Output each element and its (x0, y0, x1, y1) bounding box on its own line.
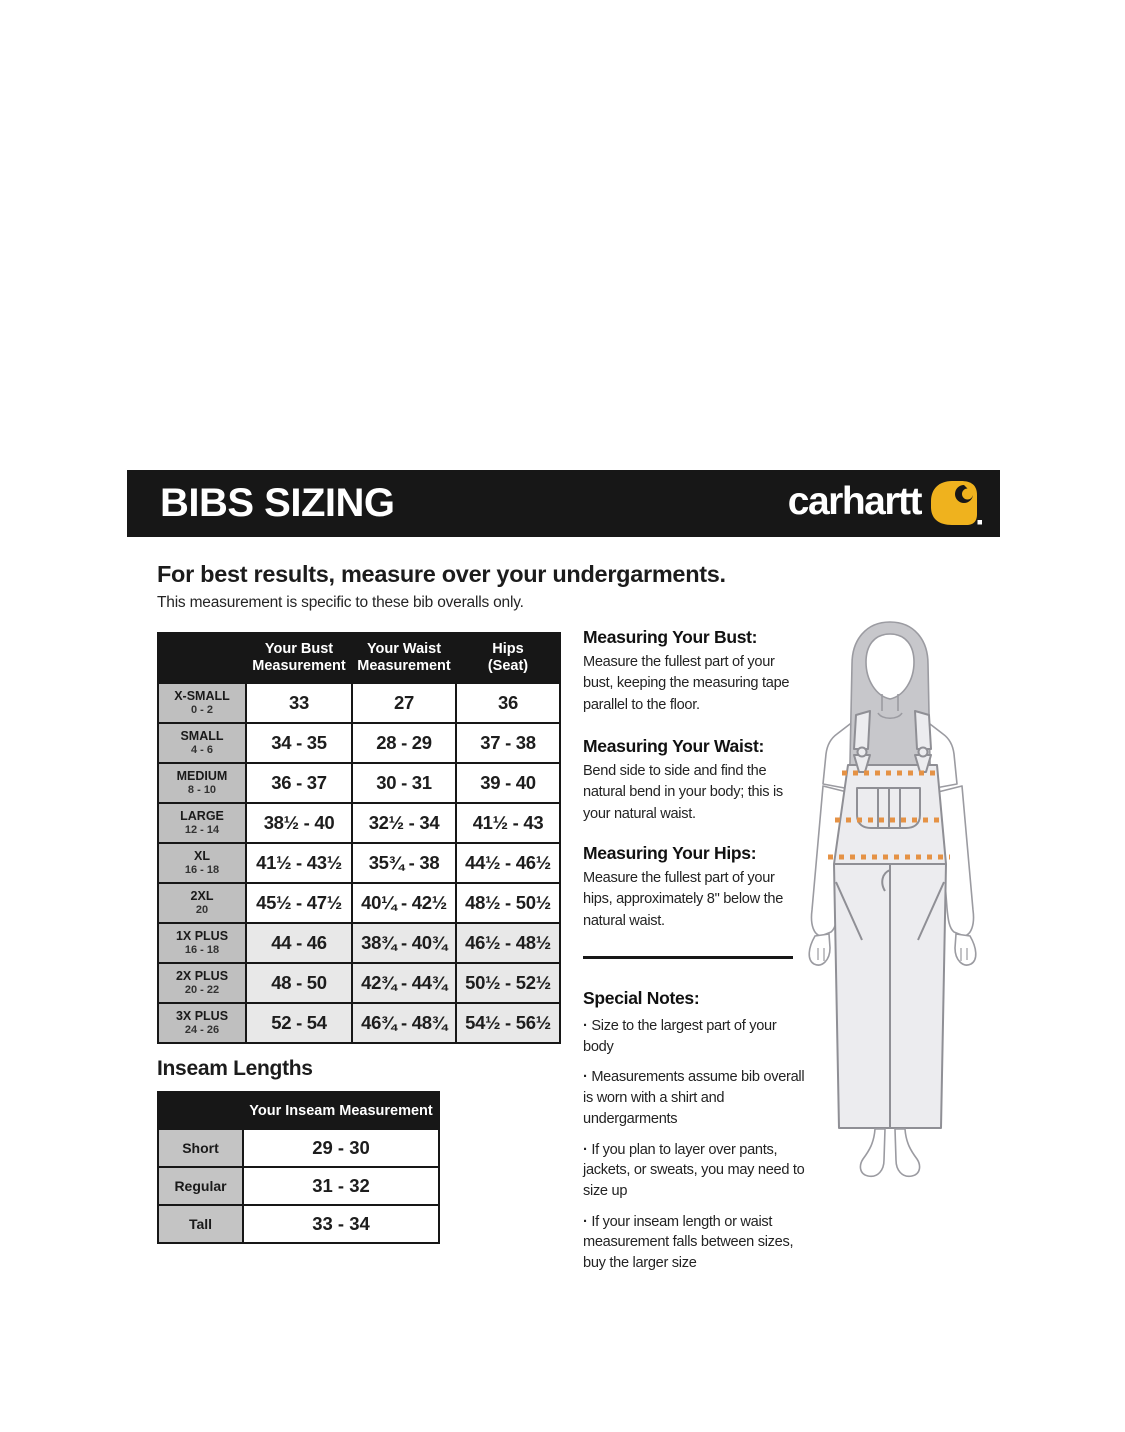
special-notes-block (583, 988, 809, 1284)
bust-value: 33 (246, 683, 352, 723)
table-row (158, 683, 560, 723)
bust-column-header: Your Bust Measurement (246, 633, 352, 683)
waist-value: 35¾ - 38 (352, 843, 456, 883)
inseam-header-spacer (158, 1092, 243, 1129)
carhartt-logo (788, 480, 982, 528)
size-label-cell: 2XL 20 (158, 883, 246, 923)
measuring-bust-body: Measure the fullest part of your bust, keeping the measuring tape parallel to the floor. (583, 654, 790, 713)
bust-value: 34 - 35 (246, 723, 352, 763)
size-label-cell: SMALL 4 - 6 (158, 723, 246, 763)
carhartt-wordmark: carhartt (787, 480, 921, 523)
waist-value: 32½ - 34 (352, 803, 456, 843)
size-table (157, 632, 561, 1044)
table-row (158, 1003, 560, 1043)
size-label-cell: 2X PLUS 20 - 22 (158, 963, 246, 1003)
bust-value: 52 - 54 (246, 1003, 352, 1043)
size-column-header-spacer (158, 633, 246, 683)
table-row (158, 723, 560, 763)
waist-value: 30 - 31 (352, 763, 456, 803)
inseam-value: 33 - 34 (243, 1205, 439, 1243)
inseam-value: 31 - 32 (243, 1167, 439, 1205)
bust-value: 36 - 37 (246, 763, 352, 803)
table-row (158, 883, 560, 923)
bust-value: 41½ - 43½ (246, 843, 352, 883)
note-item: · Size to the largest part of your body (583, 1016, 809, 1057)
waist-value: 38¾ - 40¾ (352, 923, 456, 963)
inseam-value: 29 - 30 (243, 1129, 439, 1167)
hips-value: 41½ - 43 (456, 803, 560, 843)
bust-value: 45½ - 47½ (246, 883, 352, 923)
size-label-cell: LARGE 12 - 14 (158, 803, 246, 843)
size-label-cell: MEDIUM 8 - 10 (158, 763, 246, 803)
table-row (158, 963, 560, 1003)
size-table-header-row (158, 633, 560, 683)
measuring-waist-body: Bend side to side and find the natural bend in your body; this is your natural waist. (583, 763, 783, 822)
waist-value: 42¾ - 44¾ (352, 963, 456, 1003)
inseam-label: Short (158, 1129, 243, 1167)
table-row (158, 843, 560, 883)
hips-value: 46½ - 48½ (456, 923, 560, 963)
inseam-heading: Inseam Lengths (157, 1057, 313, 1080)
hips-value: 37 - 38 (456, 723, 560, 763)
measuring-hips-block (583, 843, 805, 932)
note-item: · Measurements assume bib overall is worn with a shirt and undergarments (583, 1067, 809, 1129)
waist-value: 28 - 29 (352, 723, 456, 763)
waist-column-header: Your Waist Measurement (352, 633, 456, 683)
hips-value: 50½ - 52½ (456, 963, 560, 1003)
measuring-bust-heading: Measuring Your Bust: (583, 627, 758, 647)
measuring-waist-block (583, 736, 805, 825)
inseam-header-row (158, 1092, 439, 1129)
table-row (158, 803, 560, 843)
note-item: · If your inseam length or waist measurement falls between sizes, buy the larger size (583, 1212, 809, 1274)
bust-value: 38½ - 40 (246, 803, 352, 843)
carhartt-c-icon (930, 480, 982, 528)
measuring-waist-heading: Measuring Your Waist: (583, 736, 765, 756)
hips-value: 36 (456, 683, 560, 723)
size-label-cell: 1X PLUS 16 - 18 (158, 923, 246, 963)
intro-heading: For best results, measure over your undergarments. (157, 561, 726, 587)
table-row (158, 1167, 439, 1205)
page-title: BIBS SIZING (160, 481, 395, 525)
size-label-cell: 3X PLUS 24 - 26 (158, 1003, 246, 1043)
bib-overalls-figure (790, 612, 995, 1197)
inseam-label: Regular (158, 1167, 243, 1205)
bib-overalls-figure-svg (790, 612, 995, 1197)
intro-subtext: This measurement is specific to these bib overalls only. (157, 594, 524, 611)
hips-value: 39 - 40 (456, 763, 560, 803)
bust-value: 48 - 50 (246, 963, 352, 1003)
measuring-hips-heading: Measuring Your Hips: (583, 843, 757, 863)
hips-value: 44½ - 46½ (456, 843, 560, 883)
hips-value: 48½ - 50½ (456, 883, 560, 923)
hips-column-header: Hips (Seat) (456, 633, 560, 683)
header-bar (127, 470, 1000, 537)
hips-value: 54½ - 56½ (456, 1003, 560, 1043)
waist-value: 27 (352, 683, 456, 723)
note-item: · If you plan to layer over pants, jackets, or sweats, you may need to size up (583, 1140, 809, 1202)
inseam-column-header: Your Inseam Measurement (243, 1092, 439, 1129)
waist-value: 46¾ - 48¾ (352, 1003, 456, 1043)
waist-value: 40¼ - 42½ (352, 883, 456, 923)
notes-divider (583, 956, 793, 959)
bust-value: 44 - 46 (246, 923, 352, 963)
size-label-cell: X-SMALL 0 - 2 (158, 683, 246, 723)
inseam-label: Tall (158, 1205, 243, 1243)
table-row (158, 923, 560, 963)
table-row (158, 763, 560, 803)
special-notes-heading: Special Notes: (583, 988, 700, 1008)
size-label-cell: XL 16 - 18 (158, 843, 246, 883)
measuring-hips-body: Measure the fullest part of your hips, approximately 8" below the natural waist. (583, 870, 784, 929)
measuring-bust-block (583, 627, 805, 716)
inseam-table (157, 1091, 440, 1244)
table-row (158, 1129, 439, 1167)
table-row (158, 1205, 439, 1243)
